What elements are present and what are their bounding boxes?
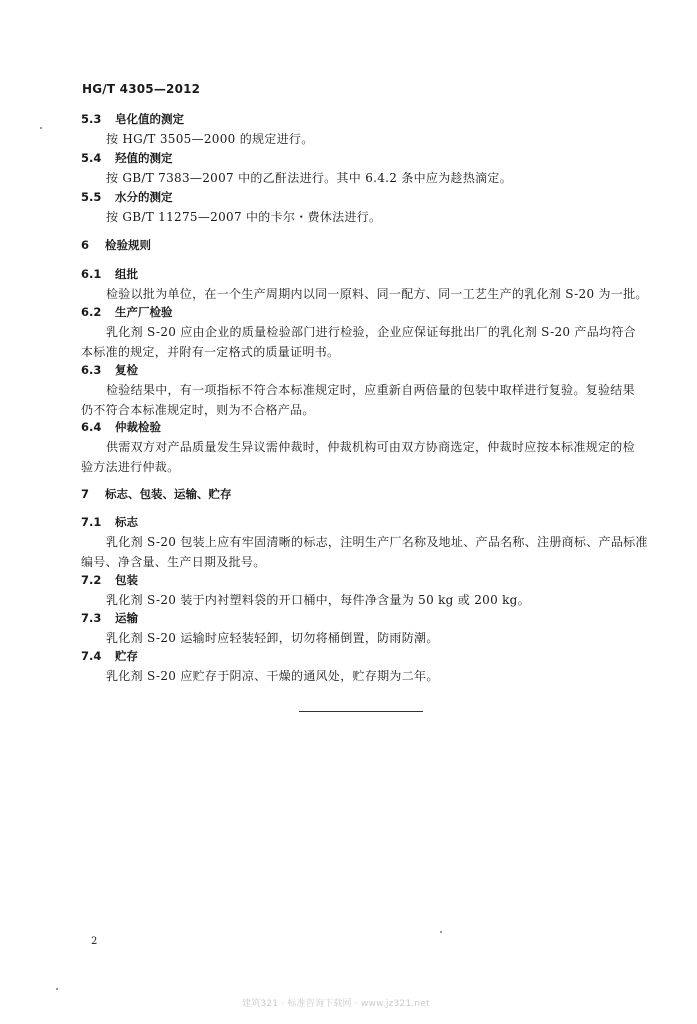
section-heading [81, 111, 184, 127]
section-number: 7.2 [81, 573, 102, 587]
chapter-title: 标志、包装、运输、贮存 [105, 487, 232, 501]
paragraph-continuation: 验方法进行仲裁。 [81, 460, 180, 474]
chapter-number: 7 [81, 487, 90, 501]
section-heading [81, 304, 173, 320]
paragraph: 供需双方对产品质量发生异议需仲裁时，仲裁机构可由双方协商选定，仲裁时应按本标准规定的检 [106, 440, 635, 454]
section-heading [81, 150, 173, 166]
paragraph: 检验结果中，有一项指标不符合本标准规定时，应重新自两倍量的包装中取样进行复验。复验结果 [106, 383, 635, 397]
section-number: 6.1 [81, 267, 102, 281]
section-title: 贮存 [115, 649, 138, 663]
section-title: 水分的测定 [115, 190, 173, 204]
paragraph: 按 GB/T 11275—2007 中的卡尔・费休法进行。 [106, 210, 382, 224]
end-rule [299, 711, 423, 712]
paragraph-continuation: 编号、净含量、生产日期及批号。 [81, 555, 266, 569]
section-heading [81, 266, 138, 282]
paragraph: 乳化剂 S-20 运输时应轻装轻卸，切勿将桶倒置，防雨防潮。 [106, 631, 439, 645]
section-title: 复检 [115, 363, 138, 377]
paragraph-continuation: 本标准的规定，并附有一定格式的质量证明书。 [81, 345, 340, 359]
section-title: 组批 [115, 267, 138, 281]
section-heading [81, 610, 138, 626]
standard-code: HG/T 4305—2012 [82, 82, 201, 96]
section-number: 6.3 [81, 363, 102, 377]
paragraph: 按 HG/T 3505—2000 的规定进行。 [106, 132, 314, 146]
section-number: 7.1 [81, 515, 102, 529]
section-title: 羟值的测定 [115, 151, 173, 165]
chapter-number: 6 [81, 238, 90, 252]
section-number: 5.3 [81, 112, 102, 126]
section-number: 6.2 [81, 305, 102, 319]
paragraph: 乳化剂 S-20 装于内衬塑料袋的开口桶中，每件净含量为 50 kg 或 200 kg。 [106, 593, 530, 607]
section-title: 生产厂检验 [115, 305, 173, 319]
section-heading [81, 189, 173, 205]
chapter-heading [81, 486, 232, 502]
section-title: 皂化值的测定 [115, 112, 184, 126]
scan-speck [56, 988, 58, 990]
section-number: 5.5 [81, 190, 102, 204]
section-number: 5.4 [81, 151, 102, 165]
paragraph: 检验以批为单位，在一个生产周期内以同一原料、同一配方、同一工艺生产的乳化剂 S-20 为一批。 [106, 287, 648, 301]
paragraph: 乳化剂 S-20 应由企业的质量检验部门进行检验，企业应保证每批出厂的乳化剂 S-20 产品均符合 [106, 325, 636, 339]
section-heading [81, 648, 138, 664]
section-title: 标志 [115, 515, 138, 529]
chapter-title: 检验规则 [105, 238, 151, 252]
paragraph: 乳化剂 S-20 应贮存于阴凉、干燥的通风处，贮存期为二年。 [106, 669, 439, 683]
section-number: 6.4 [81, 420, 102, 434]
section-heading [81, 514, 138, 530]
paragraph: 乳化剂 S-20 包装上应有牢固清晰的标志，注明生产厂名称及地址、产品名称、注册商标、产品标准 [106, 535, 648, 549]
section-heading [81, 572, 138, 588]
section-number: 7.3 [81, 611, 102, 625]
section-title: 包装 [115, 573, 138, 587]
section-heading [81, 419, 161, 435]
scan-speck [40, 127, 42, 129]
paragraph: 按 GB/T 7383—2007 中的乙酐法进行。其中 6.4.2 条中应为趁热滴定。 [106, 171, 513, 185]
chapter-heading [81, 237, 151, 253]
section-title: 运输 [115, 611, 138, 625]
paragraph-continuation: 仍不符合本标准规定时，则为不合格产品。 [81, 403, 315, 417]
section-number: 7.4 [81, 649, 102, 663]
section-heading [81, 362, 138, 378]
footer-watermark: 建筑321 · 标准咨询下载网 · www.jz321.net [242, 999, 430, 1009]
section-title: 仲裁检验 [115, 420, 161, 434]
page-number: 2 [91, 936, 98, 947]
scan-speck [440, 931, 442, 933]
